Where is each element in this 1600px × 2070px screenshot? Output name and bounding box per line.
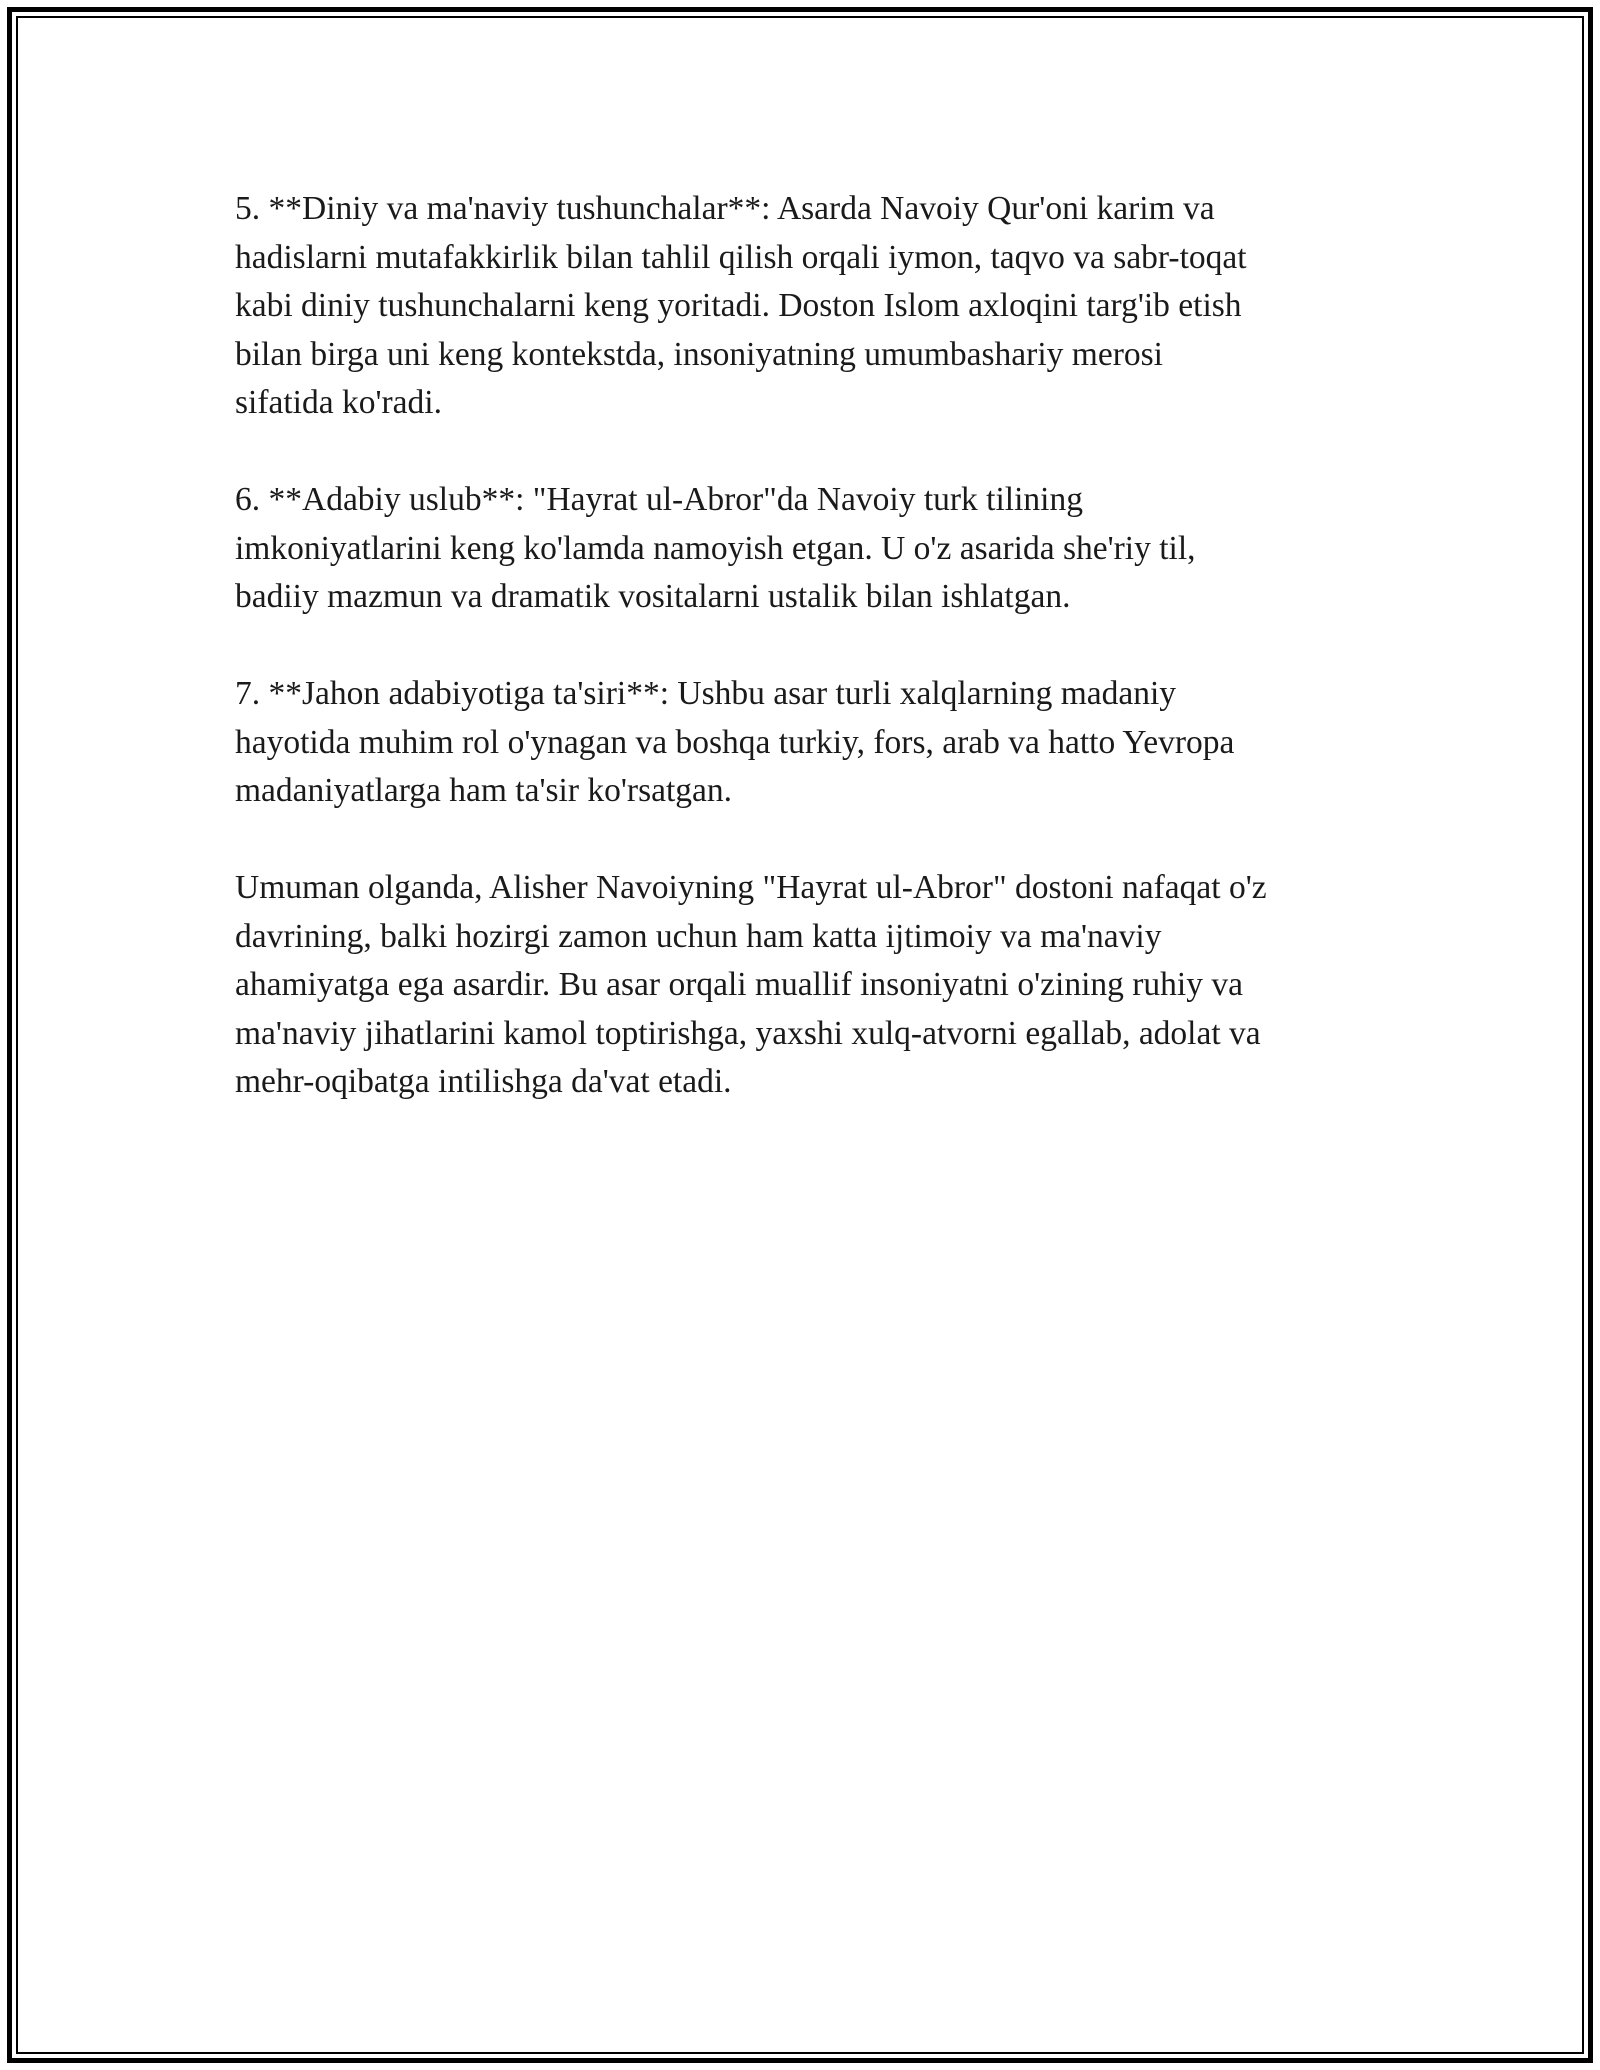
- paragraph-diniy-tushunchalar: 5. **Diniy va ma'naviy tushunchalar**: Asarda Navoiy Qur'oni karim va hadislarni mutafakkirlik bilan tahlil qilish orqali iymon, taqvo va sabr-toqat kabi diniy tushunchalarni keng yoritadi. Doston Islom axloqini targ'ib etish bilan birga uni keng kontekstda, insoniyatning umumbashariy merosi sifatida ko'radi.: [235, 190, 1247, 421]
- document-body: [235, 185, 1395, 1155]
- paragraph-conclusion: Umuman olganda, Alisher Navoiyning "Hayrat ul-Abror" dostoni nafaqat o'z davrining, balki hozirgi zamon uchun ham katta ijtimoiy va ma'naviy ahamiyatga ega asardir. Bu asar orqali muallif insoniyatni o'zining ruhiy va ma'naviy jihatlarini kamol toptirishga, yaxshi xulq-atvorni egallab, adolat va mehr-oqibatga intilishga da'vat etadi.: [235, 869, 1267, 1100]
- paragraph-adabiy-uslub: 6. **Adabiy uslub**: "Hayrat ul-Abror"da Navoiy turk tilining imkoniyatlarini keng ko'lamda namoyish etgan. U o'z asarida she'riy til, badiiy mazmun va dramatik vositalarni ustalik bilan ishlatgan.: [235, 481, 1196, 615]
- paragraph-jahon-adabiyotiga-tasiri: 7. **Jahon adabiyotiga ta'siri**: Ushbu asar turli xalqlarning madaniy hayotida muhim rol o'ynagan va boshqa turkiy, fors, arab va hatto Yevropa madaniyatlarga ham ta'sir ko'rsatgan.: [235, 675, 1235, 809]
